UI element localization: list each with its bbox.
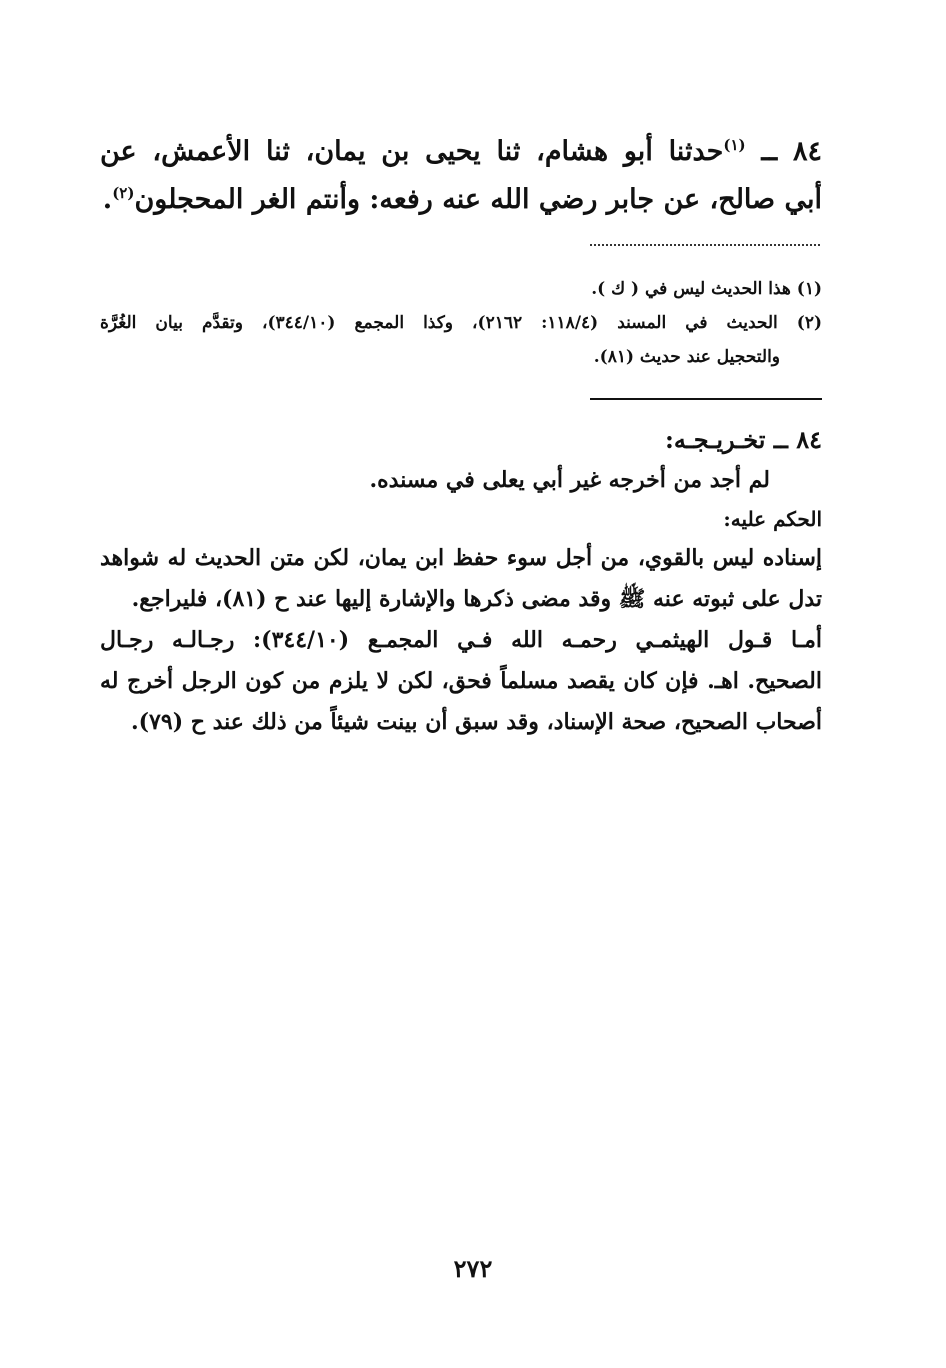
takhrij-text: لم أجد من أخرجه غير أبي يعلى في مسنده. xyxy=(369,467,770,493)
hadith-text xyxy=(100,128,822,224)
hadith-number: ٨٤ ــ xyxy=(745,136,822,167)
hukm-heading: الحكم عليه: xyxy=(723,507,822,531)
footnote-marker-1: (١) xyxy=(723,136,746,154)
page-number: ٢٧٢ xyxy=(453,1254,493,1283)
hadith-line-2 xyxy=(100,176,822,224)
takhrij-heading: ٨٤ ــ تخـريـجـه: xyxy=(665,425,822,454)
hukm-p1-line-1: إسناده ليس بالقوي، من أجل سوء حفظ ابن يمان، لكن متن الحديث له شواهد xyxy=(100,545,822,571)
hadith-line-2-end: . xyxy=(102,184,113,215)
commentary-section xyxy=(100,420,822,743)
footnotes xyxy=(100,272,822,374)
hadith-line-1 xyxy=(100,128,822,176)
footnote-2-line-2: والتحجيل عند حديث (٨١). xyxy=(593,347,780,367)
hadith-line-2-text: أبي صالح، عن جابر رضي الله عنه رفعه: وأنتم الغر المحجلون xyxy=(134,184,822,215)
section-divider xyxy=(590,398,822,400)
hukm-p2-line-3: أصحاب الصحيح، صحة الإسناد، وقد سبق أن بينت شيئاً من ذلك عند ح (٧٩). xyxy=(130,709,822,735)
hukm-p2-line-1: أمـا قـول الهيثمـي رحمـه الله فـي المجمـع (٣٤٤/١٠): رجـالـه رجـال xyxy=(100,627,822,653)
hukm-p1-line-2: تدل على ثبوته عنه ﷺ وقد مضى ذكرها والإشارة إليها عند ح (٨١)، فليراجع. xyxy=(131,586,822,612)
footnote-separator-dots xyxy=(590,244,820,246)
footnote-2-line-1: (٢) الحديث في المسند (١١٨/٤: ٢١٦٢)، وكذا المجمع (٣٤٤/١٠)، وتقدَّم بيان الغُرَّة xyxy=(100,313,823,333)
hadith-line-1-text: حدثنا أبو هشام، ثنا يحيى بن يمان، ثنا الأعمش، عن xyxy=(100,136,724,167)
hukm-paragraph-2 xyxy=(100,620,822,743)
footnote-1: (١) هذا الحديث ليس في ( ك ). xyxy=(591,279,822,299)
footnote-marker-2: (٢) xyxy=(112,184,135,202)
hukm-p2-line-2: الصحيح. اهـ. فإن كان يقصد مسلماً فحق، لكن لا يلزم من كون الرجل أخرج له xyxy=(100,668,822,694)
hukm-paragraph-1 xyxy=(100,538,822,620)
